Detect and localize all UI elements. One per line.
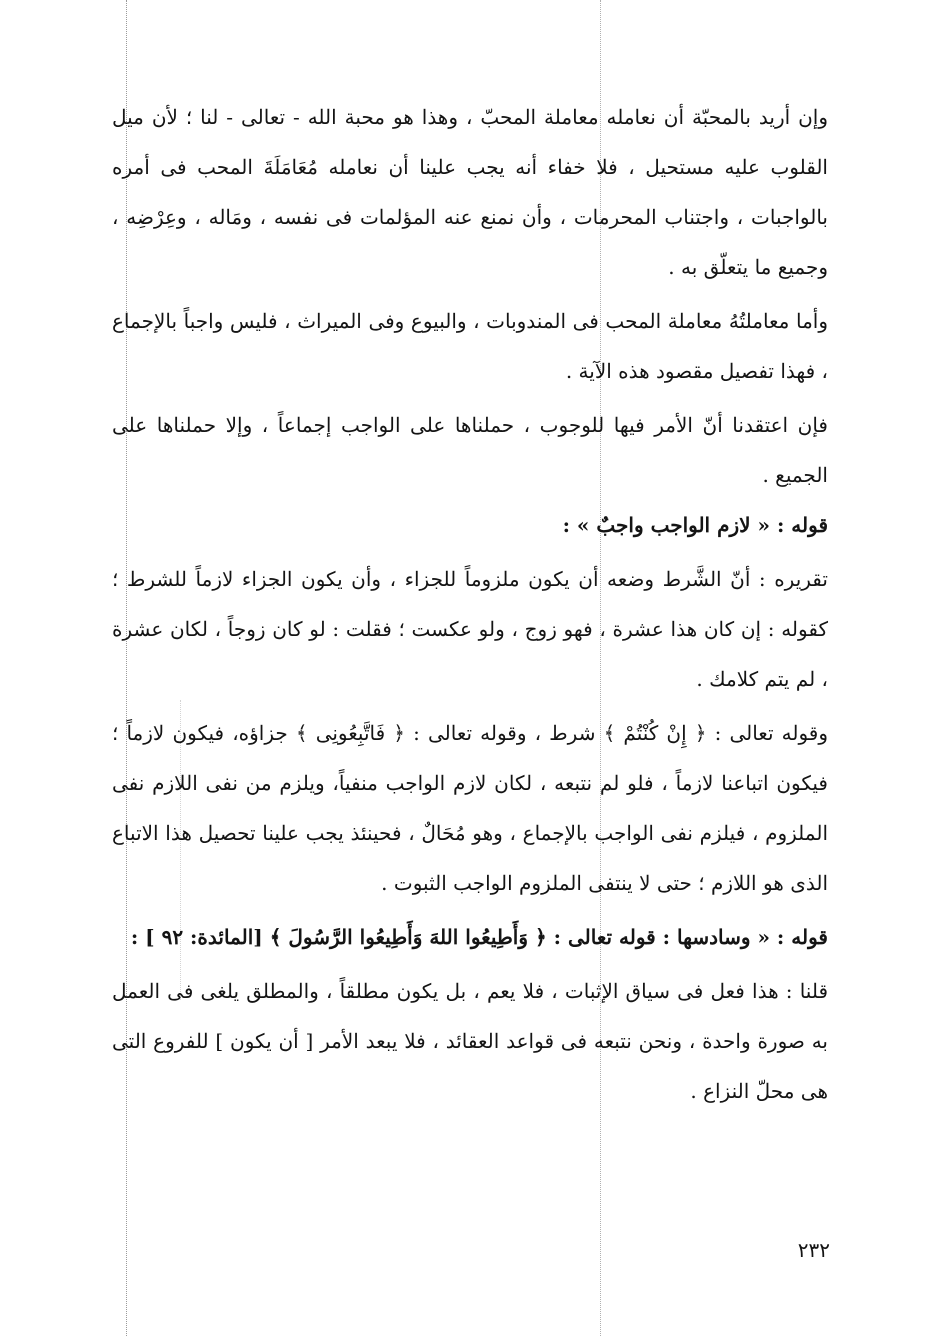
page-number: ٢٣٢	[797, 1238, 830, 1262]
paragraph-condition-explanation: تقريره : أنّ الشَّرط وضعه أن يكون ملزوماً للجزاء ، وأن يكون الجزاء لازماً للشرط ؛ كقوله : إن كان هذا عشرة ، فهو زوج ، ولو عكست ؛ فقلت : لو كان زوجاً ، لكان عشرة ، لم يتم كلامك .	[112, 567, 828, 691]
quote-heading-sixth: قوله : « وسادسها : قوله تعالى : ﴿ وَأَطِيعُوا اللهَ وَأَطِيعُوا الرَّسُولَ ﴾ [المائدة: ٩٢ ] :	[130, 925, 828, 949]
page-body	[112, 92, 828, 1116]
paragraph-recommended-acts: وأما معاملتُهُ معاملة المحب فى المندوبات ، والبيوع وفى الميراث ، فليس واجباً بالإجماع ، فهذا تفصيل مقصود هذه الآية .	[112, 309, 828, 383]
paragraph-obligation-belief: فإن اعتقدنا أنّ الأمر فيها للوجوب ، حملناها على الواجب إجماعاً ، وإلا حملناها على الجميع .	[112, 413, 828, 487]
paragraph-love-meaning: وإن أريد بالمحبّة أن نعامله معاملة المحبّ ، وهذا هو محبة الله - تعالى - لنا ؛ لأن ميل القلوب عليه مستحيل ، فلا خفاء أنه يجب علينا أن نعامله مُعَامَلَةَ المحب فى أمره بالواجبات ، واجتناب المحرمات ، وأن نمنع عنه المؤلمات فى نفسه ، ومَاله ، وعِرْضِه ، وجميع ما يتعلّق به .	[112, 105, 828, 279]
quote-heading-necessary: قوله : « لازم الواجب واجبٌ » :	[562, 513, 828, 537]
paragraph-reply: قلنا : هذا فعل فى سياق الإثبات ، فلا يعم ، بل يكون مطلقاً ، والمطلق يلغى فى العمل به صورة واحدة ، ونحن نتبعه فى قواعد العقائد ، فلا يبعد الأمر [ أن يكون ] للفروع التى هى محلّ النزاع .	[112, 979, 828, 1103]
paragraph-verse-condition: وقوله تعالى : ﴿ إِنْ كُنْتُمْ ﴾ شرط ، وقوله تعالى : ﴿ فَاتَّبِعُونِى ﴾ جزاؤه، فيكون لازماً ؛ فيكون اتباعنا لازماً ، فلو لم نتبعه ، لكان لازم الواجب منفياً، ويلزم من نفى اللازم نفى الملزوم ، فيلزم نفى الواجب بالإجماع ، وهو مُحَالٌ ، فحينئذ يجب علينا تحصيل هذا الاتباع الذى هو اللازم ؛ حتى لا ينتفى الملزوم الواجب الثبوت .	[112, 721, 828, 895]
